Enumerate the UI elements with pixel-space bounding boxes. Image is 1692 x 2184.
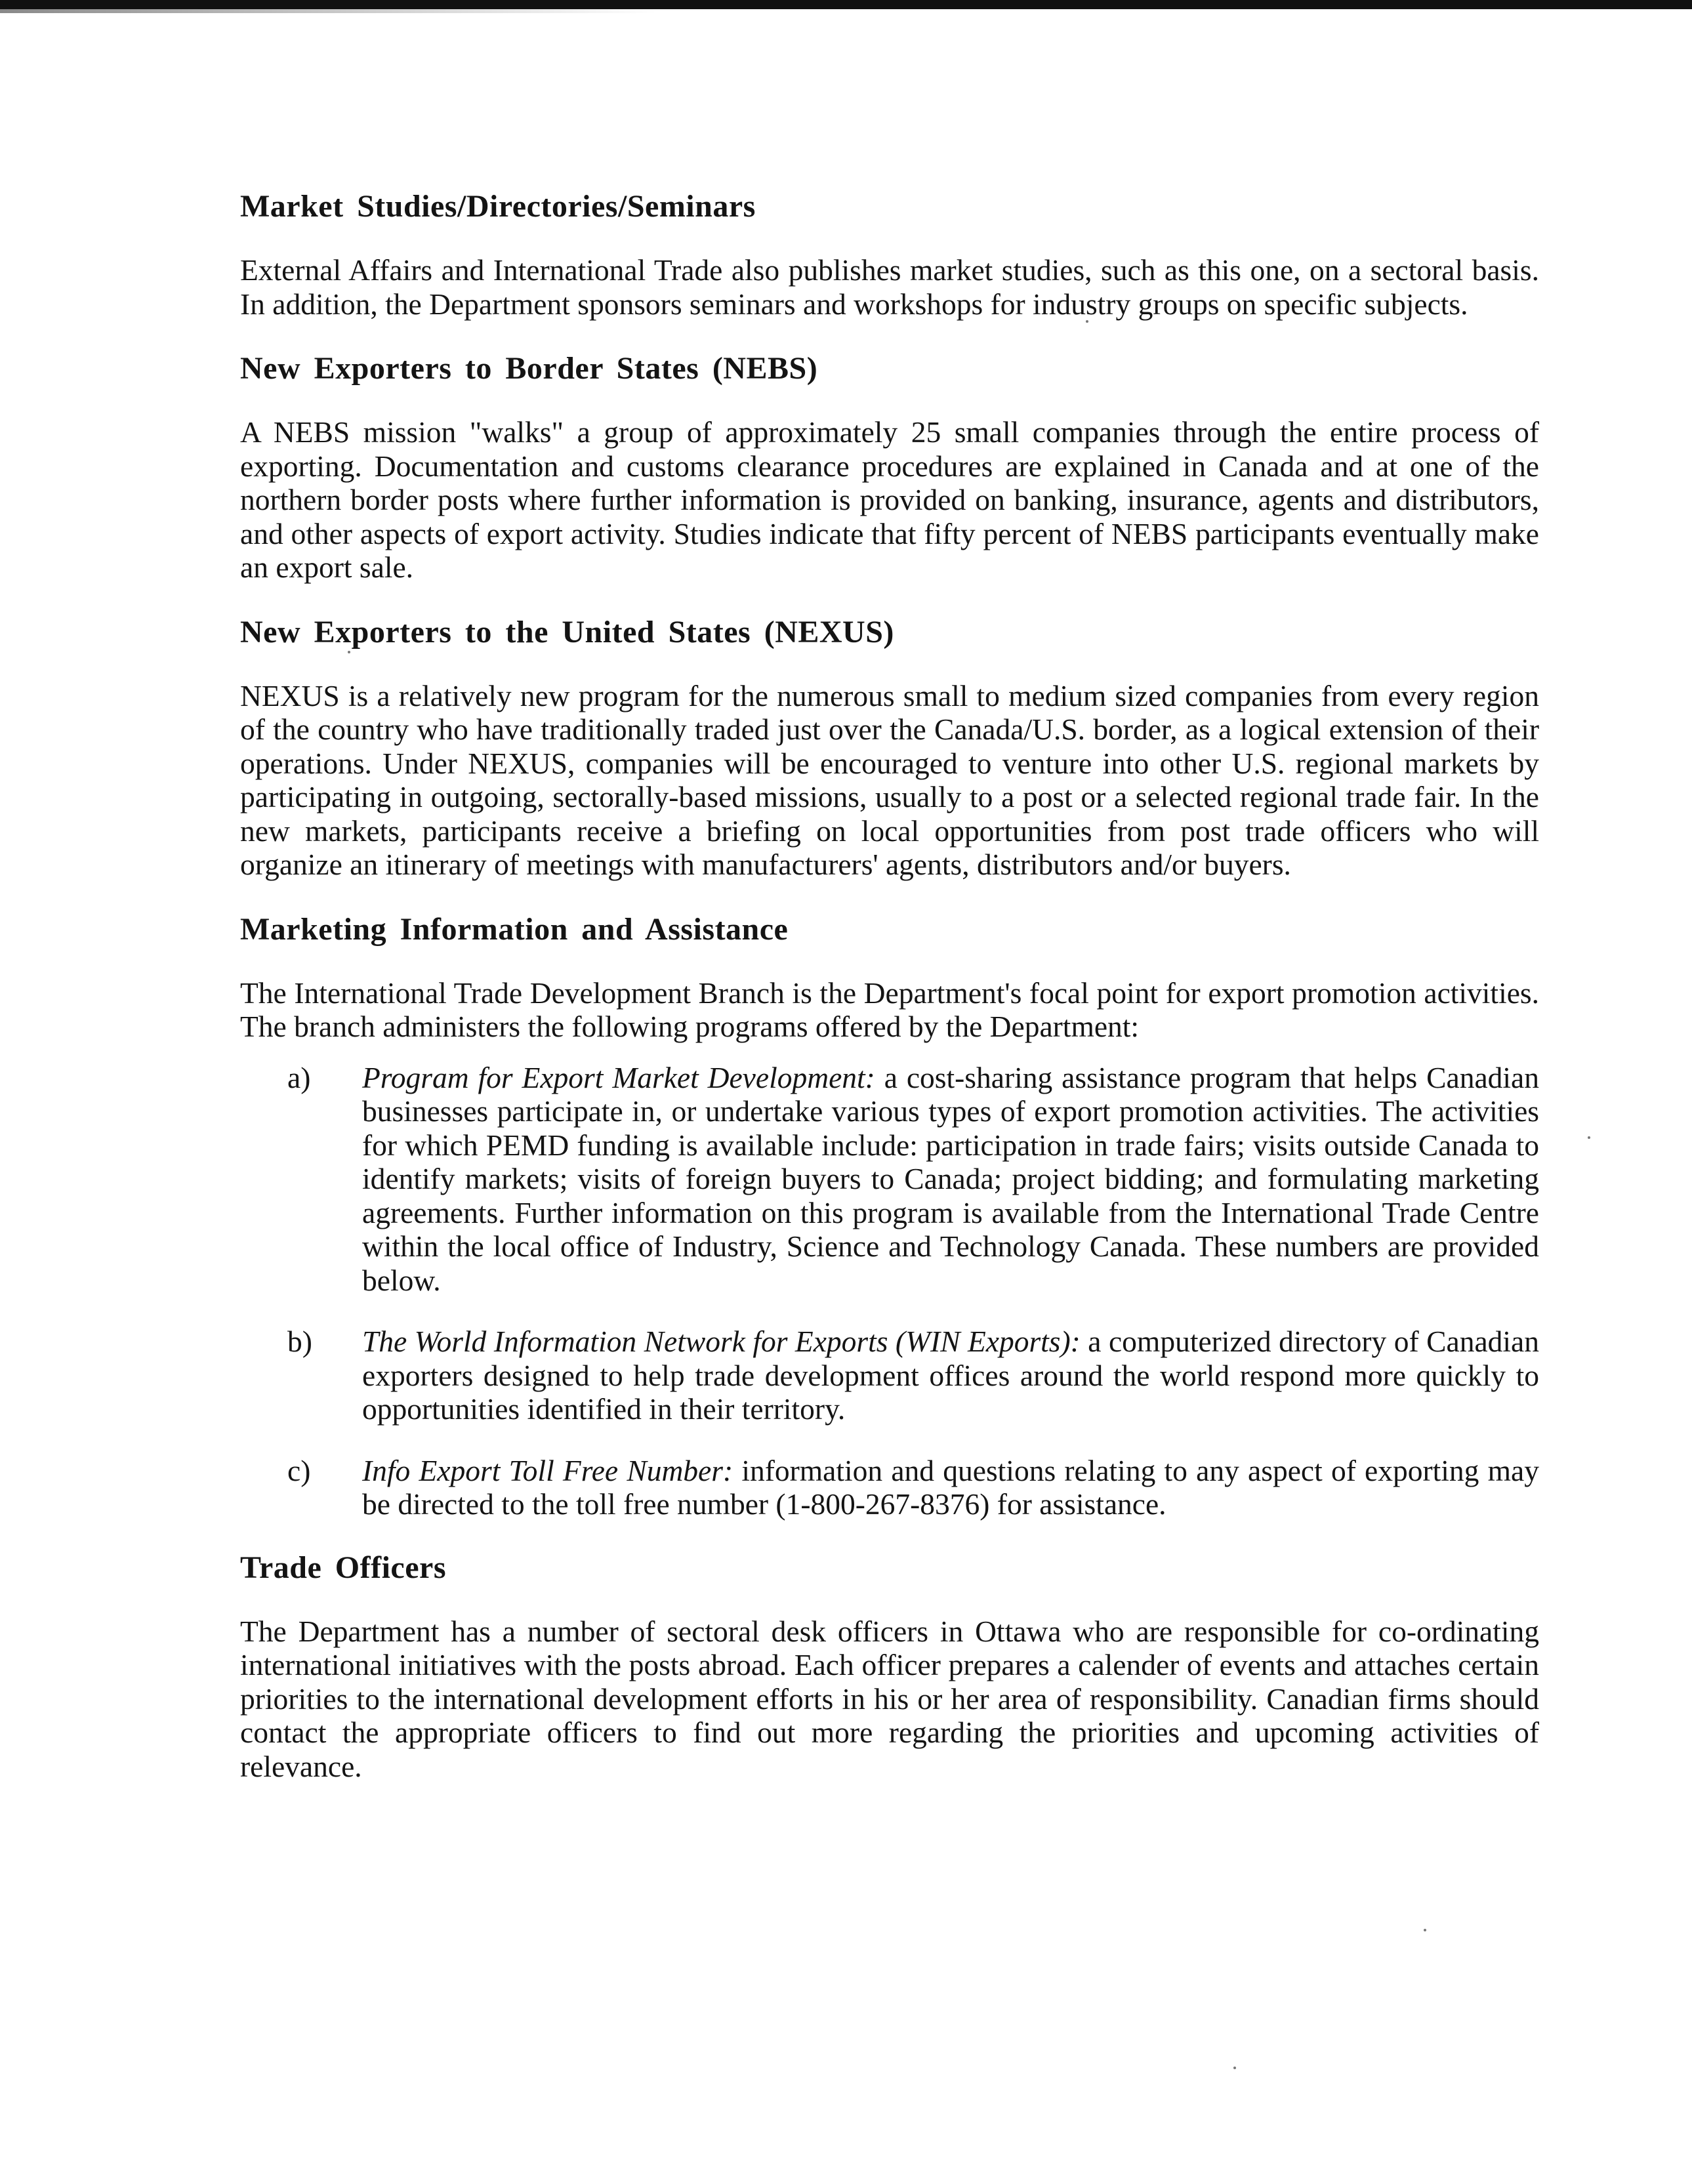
list-item [240, 1061, 1539, 1298]
list-item [240, 1325, 1539, 1426]
section-market-studies [240, 188, 1539, 321]
section-trade-officers [240, 1549, 1539, 1784]
list-marker: b) [287, 1325, 312, 1358]
section-heading: Market Studies/Directories/Seminars [240, 189, 756, 224]
section-body: External Affairs and International Trade also publishes market studies, such as this one, on a sectoral basis. In addition, the Department sponsors seminars and workshops for industry groups on specific subjects. [240, 253, 1539, 321]
scan-speck [1233, 2067, 1236, 2069]
section-body: The Department has a number of sectoral desk officers in Ottawa who are responsible for co-ordinating international initiatives with the posts abroad. Each officer prepares a calender of events and attaches certain priorities to the international development efforts in his or her area of responsibility. Canadian firms should contact the appropriate officers to find out more regarding the priorities and upcoming activities of relevance. [240, 1614, 1539, 1783]
section-nexus [240, 613, 1539, 882]
program-list [240, 1061, 1539, 1521]
section-body: The International Trade Development Branch is the Department's focal point for export promotion activities. The branch administers the following programs offered by the Department: [240, 976, 1539, 1043]
section-heading: New Exporters to Border States (NEBS) [240, 351, 818, 386]
scan-edge-shadow [0, 9, 656, 13]
program-description: a computerized directory of Canadian exporters designed to help trade development offices around the world respond more quickly to opportunities identified in their territory. [362, 1325, 1539, 1426]
section-body: NEXUS is a relatively new program for the numerous small to medium sized companies from every region of the country who have traditionally traded just over the Canada/U.S. border, as a logical extension of their operations. Under NEXUS, companies will be encouraged to venture into other U.S. regional markets by participating in outgoing, sectorally-based missions, usually to a post or a selected regional trade fair. In the new markets, participants receive a briefing on local opportunities from post trade officers who will organize an itinerary of meetings with manufacturers' agents, distributors and/or buyers. [240, 678, 1539, 881]
list-marker: a) [287, 1060, 311, 1094]
section-heading: New Exporters to the United States (NEXUS) [240, 614, 894, 649]
section-heading: Trade Officers [240, 1550, 446, 1585]
program-title: Program for Export Market Development: [362, 1060, 875, 1094]
scan-speck [348, 651, 350, 653]
scan-speck [1588, 1136, 1590, 1139]
scan-top-edge [0, 0, 1692, 9]
program-description: a cost-sharing assistance program that helps Canadian businesses participate in, or undertake various types of export promotion activities. The activities for which PEMD funding is available include: participation in trade fairs; visits outside Canada to identify markets; visits of foreign buyers to Canada; project bidding; and formulating marketing agreements. Further information on this program is available from the International Trade Centre within the local office of Industry, Science and Technology Canada. These numbers are provided below. [362, 1060, 1539, 1297]
list-marker: c) [287, 1453, 311, 1487]
list-item-text [362, 1454, 1539, 1521]
section-nebs [240, 350, 1539, 585]
scan-speck [1086, 320, 1088, 323]
list-item-text [362, 1325, 1539, 1426]
program-description: information and questions relating to any aspect of exporting may be directed to the toll free number (1-800-267-8376) for assistance. [362, 1453, 1539, 1521]
list-item-text [362, 1061, 1539, 1298]
program-title: The World Information Network for Exports (WIN Exports): [362, 1325, 1081, 1358]
section-marketing-information [240, 911, 1539, 1521]
section-heading: Marketing Information and Assistance [240, 911, 789, 947]
program-title: Info Export Toll Free Number: [362, 1453, 733, 1487]
section-body: A NEBS mission "walks" a group of approximately 25 small companies through the entire process of exporting. Documentation and customs clearance procedures are explained in Canada and at one of the northern border posts where further information is provided on banking, insurance, agents and distributors, and other aspects of export activity. Studies indicate that fifty percent of NEBS participants eventually make an export sale. [240, 415, 1539, 584]
list-item [240, 1454, 1539, 1521]
document-page [240, 188, 1539, 1812]
scan-speck [1424, 1929, 1426, 1931]
